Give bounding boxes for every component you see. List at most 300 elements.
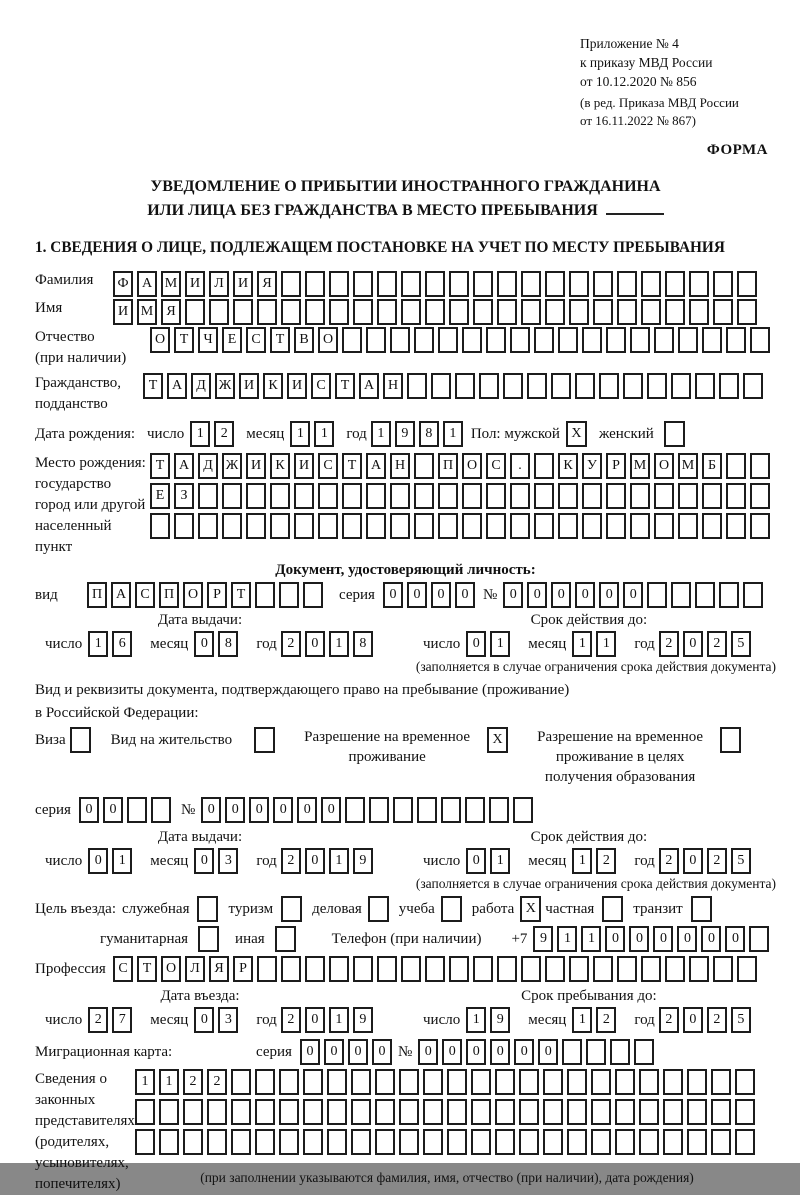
- char-cell[interactable]: 0: [194, 848, 214, 874]
- char-cell[interactable]: [510, 513, 530, 539]
- char-cell[interactable]: [678, 483, 698, 509]
- char-cell[interactable]: [318, 513, 338, 539]
- char-cell[interactable]: 0: [455, 582, 475, 608]
- char-cell[interactable]: 1: [572, 631, 592, 657]
- char-cell[interactable]: [231, 1069, 251, 1095]
- char-cell[interactable]: [735, 1129, 755, 1155]
- doc-number-field[interactable]: [503, 582, 767, 608]
- char-cell[interactable]: [567, 1069, 587, 1095]
- char-cell[interactable]: [449, 956, 469, 982]
- char-cell[interactable]: 1: [466, 1007, 486, 1033]
- char-cell[interactable]: [593, 299, 613, 325]
- char-cell[interactable]: 2: [707, 848, 727, 874]
- char-cell[interactable]: [329, 271, 349, 297]
- char-cell[interactable]: 1: [443, 421, 463, 447]
- char-cell[interactable]: [486, 327, 506, 353]
- char-cell[interactable]: 1: [581, 926, 601, 952]
- char-cell[interactable]: [519, 1099, 539, 1125]
- char-cell[interactable]: 0: [575, 582, 595, 608]
- char-cell[interactable]: [353, 299, 373, 325]
- char-cell[interactable]: И: [113, 299, 133, 325]
- char-cell[interactable]: И: [287, 373, 307, 399]
- char-cell[interactable]: [375, 1069, 395, 1095]
- entry-month[interactable]: [194, 1007, 242, 1033]
- char-cell[interactable]: И: [239, 373, 259, 399]
- char-cell[interactable]: [425, 299, 445, 325]
- purpose-official-checkbox[interactable]: [197, 896, 218, 922]
- char-cell[interactable]: 2: [659, 631, 679, 657]
- char-cell[interactable]: [641, 271, 661, 297]
- char-cell[interactable]: О: [318, 327, 338, 353]
- char-cell[interactable]: [606, 327, 626, 353]
- doc-issue-month[interactable]: [194, 631, 242, 657]
- char-cell[interactable]: Т: [143, 373, 163, 399]
- char-cell[interactable]: [495, 1099, 515, 1125]
- char-cell[interactable]: [327, 1099, 347, 1125]
- char-cell[interactable]: [663, 1069, 683, 1095]
- char-cell[interactable]: 0: [431, 582, 451, 608]
- doc-kind-field[interactable]: [87, 582, 327, 608]
- char-cell[interactable]: Т: [270, 327, 290, 353]
- char-cell[interactable]: [495, 1129, 515, 1155]
- char-cell[interactable]: [329, 299, 349, 325]
- char-cell[interactable]: [665, 956, 685, 982]
- char-cell[interactable]: 0: [629, 926, 649, 952]
- birth-year-field[interactable]: [371, 421, 467, 447]
- char-cell[interactable]: [294, 483, 314, 509]
- char-cell[interactable]: [207, 1099, 227, 1125]
- char-cell[interactable]: [606, 483, 626, 509]
- representatives-row1[interactable]: [135, 1069, 759, 1095]
- char-cell[interactable]: [639, 1099, 659, 1125]
- representatives-row3[interactable]: [135, 1129, 759, 1155]
- char-cell[interactable]: [449, 299, 469, 325]
- char-cell[interactable]: .: [510, 453, 530, 479]
- char-cell[interactable]: [414, 483, 434, 509]
- char-cell[interactable]: [399, 1099, 419, 1125]
- char-cell[interactable]: 0: [725, 926, 745, 952]
- char-cell[interactable]: 1: [329, 1007, 349, 1033]
- doc-expiry-year[interactable]: [659, 631, 755, 657]
- char-cell[interactable]: [257, 956, 277, 982]
- char-cell[interactable]: [447, 1069, 467, 1095]
- char-cell[interactable]: Н: [383, 373, 403, 399]
- char-cell[interactable]: 0: [273, 797, 293, 823]
- char-cell[interactable]: О: [150, 327, 170, 353]
- char-cell[interactable]: 1: [490, 848, 510, 874]
- char-cell[interactable]: [521, 271, 541, 297]
- char-cell[interactable]: 0: [194, 631, 214, 657]
- char-cell[interactable]: [750, 483, 770, 509]
- char-cell[interactable]: 0: [194, 1007, 214, 1033]
- char-cell[interactable]: [737, 299, 757, 325]
- char-cell[interactable]: [257, 299, 277, 325]
- char-cell[interactable]: [489, 797, 509, 823]
- char-cell[interactable]: 7: [112, 1007, 132, 1033]
- temp-residence-checkbox[interactable]: X: [487, 727, 508, 753]
- char-cell[interactable]: [615, 1129, 635, 1155]
- char-cell[interactable]: [719, 582, 739, 608]
- char-cell[interactable]: [462, 483, 482, 509]
- char-cell[interactable]: З: [174, 483, 194, 509]
- char-cell[interactable]: С: [311, 373, 331, 399]
- char-cell[interactable]: 0: [324, 1039, 344, 1065]
- char-cell[interactable]: Ж: [222, 453, 242, 479]
- char-cell[interactable]: [414, 513, 434, 539]
- stay-month[interactable]: [572, 1007, 620, 1033]
- char-cell[interactable]: [630, 513, 650, 539]
- char-cell[interactable]: [575, 373, 595, 399]
- char-cell[interactable]: [558, 513, 578, 539]
- char-cell[interactable]: [503, 373, 523, 399]
- char-cell[interactable]: В: [294, 327, 314, 353]
- char-cell[interactable]: [353, 271, 373, 297]
- char-cell[interactable]: [702, 327, 722, 353]
- char-cell[interactable]: [351, 1129, 371, 1155]
- char-cell[interactable]: 2: [214, 421, 234, 447]
- char-cell[interactable]: С: [486, 453, 506, 479]
- purpose-transit-checkbox[interactable]: [691, 896, 712, 922]
- char-cell[interactable]: У: [582, 453, 602, 479]
- char-cell[interactable]: [591, 1129, 611, 1155]
- char-cell[interactable]: [534, 453, 554, 479]
- char-cell[interactable]: [647, 582, 667, 608]
- char-cell[interactable]: Д: [198, 453, 218, 479]
- char-cell[interactable]: 0: [305, 631, 325, 657]
- char-cell[interactable]: 0: [538, 1039, 558, 1065]
- char-cell[interactable]: 2: [707, 631, 727, 657]
- char-cell[interactable]: [479, 373, 499, 399]
- doc-issue-year[interactable]: [281, 631, 377, 657]
- char-cell[interactable]: [630, 327, 650, 353]
- entry-day[interactable]: [88, 1007, 136, 1033]
- char-cell[interactable]: Л: [209, 271, 229, 297]
- char-cell[interactable]: [231, 1129, 251, 1155]
- char-cell[interactable]: [438, 327, 458, 353]
- char-cell[interactable]: О: [462, 453, 482, 479]
- char-cell[interactable]: [663, 1129, 683, 1155]
- char-cell[interactable]: Ж: [215, 373, 235, 399]
- birthplace-row1[interactable]: [150, 453, 774, 479]
- char-cell[interactable]: [303, 1129, 323, 1155]
- residence-number-field[interactable]: [201, 797, 537, 823]
- sex-female-checkbox[interactable]: [664, 421, 685, 447]
- char-cell[interactable]: 0: [300, 1039, 320, 1065]
- char-cell[interactable]: [623, 373, 643, 399]
- residence-issue-month[interactable]: [194, 848, 242, 874]
- doc-issue-day[interactable]: [88, 631, 136, 657]
- char-cell[interactable]: [519, 1129, 539, 1155]
- char-cell[interactable]: [414, 327, 434, 353]
- char-cell[interactable]: [630, 483, 650, 509]
- char-cell[interactable]: 8: [218, 631, 238, 657]
- char-cell[interactable]: 2: [281, 631, 301, 657]
- char-cell[interactable]: [737, 956, 757, 982]
- char-cell[interactable]: [390, 327, 410, 353]
- char-cell[interactable]: А: [167, 373, 187, 399]
- char-cell[interactable]: [447, 1129, 467, 1155]
- char-cell[interactable]: [399, 1129, 419, 1155]
- char-cell[interactable]: Ч: [198, 327, 218, 353]
- char-cell[interactable]: [713, 956, 733, 982]
- doc-expiry-month[interactable]: [572, 631, 620, 657]
- char-cell[interactable]: 0: [653, 926, 673, 952]
- char-cell[interactable]: [695, 373, 715, 399]
- char-cell[interactable]: [593, 956, 613, 982]
- char-cell[interactable]: [246, 483, 266, 509]
- char-cell[interactable]: [695, 582, 715, 608]
- char-cell[interactable]: [654, 513, 674, 539]
- char-cell[interactable]: [510, 327, 530, 353]
- char-cell[interactable]: [671, 373, 691, 399]
- char-cell[interactable]: [569, 299, 589, 325]
- char-cell[interactable]: [390, 513, 410, 539]
- char-cell[interactable]: [711, 1099, 731, 1125]
- char-cell[interactable]: [305, 271, 325, 297]
- char-cell[interactable]: 5: [731, 1007, 751, 1033]
- char-cell[interactable]: 0: [701, 926, 721, 952]
- char-cell[interactable]: Б: [702, 453, 722, 479]
- char-cell[interactable]: [689, 299, 709, 325]
- char-cell[interactable]: 1: [557, 926, 577, 952]
- char-cell[interactable]: [543, 1069, 563, 1095]
- char-cell[interactable]: [222, 483, 242, 509]
- char-cell[interactable]: [135, 1099, 155, 1125]
- char-cell[interactable]: [462, 513, 482, 539]
- char-cell[interactable]: [473, 271, 493, 297]
- char-cell[interactable]: 3: [218, 848, 238, 874]
- char-cell[interactable]: Т: [231, 582, 251, 608]
- char-cell[interactable]: [174, 513, 194, 539]
- char-cell[interactable]: [735, 1069, 755, 1095]
- char-cell[interactable]: 0: [305, 1007, 325, 1033]
- char-cell[interactable]: [569, 956, 589, 982]
- char-cell[interactable]: [351, 1069, 371, 1095]
- purpose-private-checkbox[interactable]: [602, 896, 623, 922]
- char-cell[interactable]: 0: [79, 797, 99, 823]
- char-cell[interactable]: [303, 1099, 323, 1125]
- char-cell[interactable]: С: [318, 453, 338, 479]
- char-cell[interactable]: [665, 271, 685, 297]
- char-cell[interactable]: [414, 453, 434, 479]
- char-cell[interactable]: [591, 1069, 611, 1095]
- char-cell[interactable]: [441, 797, 461, 823]
- char-cell[interactable]: [639, 1069, 659, 1095]
- char-cell[interactable]: 0: [683, 1007, 703, 1033]
- char-cell[interactable]: Е: [150, 483, 170, 509]
- char-cell[interactable]: [471, 1129, 491, 1155]
- char-cell[interactable]: 0: [201, 797, 221, 823]
- char-cell[interactable]: [366, 483, 386, 509]
- char-cell[interactable]: [615, 1099, 635, 1125]
- char-cell[interactable]: 5: [731, 848, 751, 874]
- char-cell[interactable]: 0: [677, 926, 697, 952]
- char-cell[interactable]: 0: [383, 582, 403, 608]
- char-cell[interactable]: [423, 1069, 443, 1095]
- purpose-tourism-checkbox[interactable]: [281, 896, 302, 922]
- migration-number-field[interactable]: [418, 1039, 658, 1065]
- char-cell[interactable]: А: [111, 582, 131, 608]
- char-cell[interactable]: [562, 1039, 582, 1065]
- char-cell[interactable]: [318, 483, 338, 509]
- char-cell[interactable]: [749, 926, 769, 952]
- char-cell[interactable]: [255, 1069, 275, 1095]
- char-cell[interactable]: А: [137, 271, 157, 297]
- char-cell[interactable]: Т: [174, 327, 194, 353]
- char-cell[interactable]: [135, 1129, 155, 1155]
- char-cell[interactable]: И: [185, 271, 205, 297]
- char-cell[interactable]: 9: [490, 1007, 510, 1033]
- char-cell[interactable]: 1: [112, 848, 132, 874]
- char-cell[interactable]: [447, 1099, 467, 1125]
- char-cell[interactable]: [654, 327, 674, 353]
- phone-field[interactable]: [533, 926, 773, 952]
- char-cell[interactable]: [641, 956, 661, 982]
- char-cell[interactable]: [150, 513, 170, 539]
- char-cell[interactable]: 2: [707, 1007, 727, 1033]
- char-cell[interactable]: С: [135, 582, 155, 608]
- purpose-business-checkbox[interactable]: [368, 896, 389, 922]
- char-cell[interactable]: [545, 956, 565, 982]
- char-cell[interactable]: [401, 956, 421, 982]
- char-cell[interactable]: [255, 1129, 275, 1155]
- char-cell[interactable]: [465, 797, 485, 823]
- char-cell[interactable]: К: [270, 453, 290, 479]
- char-cell[interactable]: Р: [606, 453, 626, 479]
- char-cell[interactable]: [185, 299, 205, 325]
- birth-month-field[interactable]: [290, 421, 338, 447]
- char-cell[interactable]: [294, 513, 314, 539]
- char-cell[interactable]: [678, 513, 698, 539]
- char-cell[interactable]: [735, 1099, 755, 1125]
- char-cell[interactable]: [375, 1129, 395, 1155]
- residence-permit-checkbox[interactable]: [254, 727, 275, 753]
- char-cell[interactable]: [527, 373, 547, 399]
- char-cell[interactable]: Т: [150, 453, 170, 479]
- char-cell[interactable]: [513, 797, 533, 823]
- char-cell[interactable]: [711, 1129, 731, 1155]
- char-cell[interactable]: [425, 271, 445, 297]
- char-cell[interactable]: [606, 513, 626, 539]
- char-cell[interactable]: 0: [466, 631, 486, 657]
- char-cell[interactable]: [377, 956, 397, 982]
- char-cell[interactable]: [521, 956, 541, 982]
- char-cell[interactable]: [366, 513, 386, 539]
- char-cell[interactable]: 0: [490, 1039, 510, 1065]
- char-cell[interactable]: М: [161, 271, 181, 297]
- char-cell[interactable]: [534, 483, 554, 509]
- char-cell[interactable]: [510, 483, 530, 509]
- char-cell[interactable]: 2: [659, 1007, 679, 1033]
- char-cell[interactable]: М: [137, 299, 157, 325]
- char-cell[interactable]: 1: [135, 1069, 155, 1095]
- char-cell[interactable]: П: [159, 582, 179, 608]
- surname-field[interactable]: [113, 271, 761, 297]
- entry-year[interactable]: [281, 1007, 377, 1033]
- char-cell[interactable]: 0: [683, 631, 703, 657]
- char-cell[interactable]: 9: [395, 421, 415, 447]
- char-cell[interactable]: [438, 483, 458, 509]
- char-cell[interactable]: [750, 453, 770, 479]
- char-cell[interactable]: [593, 271, 613, 297]
- char-cell[interactable]: [687, 1069, 707, 1095]
- name-field[interactable]: [113, 299, 761, 325]
- char-cell[interactable]: [327, 1129, 347, 1155]
- char-cell[interactable]: Е: [222, 327, 242, 353]
- char-cell[interactable]: [127, 797, 147, 823]
- char-cell[interactable]: 0: [305, 848, 325, 874]
- char-cell[interactable]: М: [678, 453, 698, 479]
- char-cell[interactable]: [233, 299, 253, 325]
- char-cell[interactable]: [639, 1129, 659, 1155]
- char-cell[interactable]: [431, 373, 451, 399]
- char-cell[interactable]: Я: [161, 299, 181, 325]
- char-cell[interactable]: 2: [659, 848, 679, 874]
- char-cell[interactable]: [486, 483, 506, 509]
- char-cell[interactable]: Т: [342, 453, 362, 479]
- char-cell[interactable]: О: [161, 956, 181, 982]
- char-cell[interactable]: 0: [683, 848, 703, 874]
- char-cell[interactable]: Я: [209, 956, 229, 982]
- char-cell[interactable]: [377, 271, 397, 297]
- char-cell[interactable]: [654, 483, 674, 509]
- char-cell[interactable]: К: [558, 453, 578, 479]
- char-cell[interactable]: [711, 1069, 731, 1095]
- char-cell[interactable]: И: [233, 271, 253, 297]
- char-cell[interactable]: [495, 1069, 515, 1095]
- char-cell[interactable]: 1: [490, 631, 510, 657]
- char-cell[interactable]: [551, 373, 571, 399]
- char-cell[interactable]: [342, 513, 362, 539]
- purpose-study-checkbox[interactable]: [441, 896, 462, 922]
- char-cell[interactable]: [687, 1099, 707, 1125]
- char-cell[interactable]: [617, 299, 637, 325]
- char-cell[interactable]: [473, 956, 493, 982]
- char-cell[interactable]: [246, 513, 266, 539]
- char-cell[interactable]: [671, 582, 691, 608]
- char-cell[interactable]: [327, 1069, 347, 1095]
- char-cell[interactable]: [610, 1039, 630, 1065]
- char-cell[interactable]: И: [294, 453, 314, 479]
- char-cell[interactable]: Т: [335, 373, 355, 399]
- sex-male-checkbox[interactable]: X: [566, 421, 587, 447]
- char-cell[interactable]: [678, 327, 698, 353]
- char-cell[interactable]: [534, 327, 554, 353]
- char-cell[interactable]: [634, 1039, 654, 1065]
- char-cell[interactable]: А: [366, 453, 386, 479]
- char-cell[interactable]: [599, 373, 619, 399]
- char-cell[interactable]: [329, 956, 349, 982]
- char-cell[interactable]: [455, 373, 475, 399]
- char-cell[interactable]: [305, 299, 325, 325]
- char-cell[interactable]: 1: [596, 631, 616, 657]
- char-cell[interactable]: 1: [329, 631, 349, 657]
- char-cell[interactable]: [471, 1069, 491, 1095]
- char-cell[interactable]: [279, 1129, 299, 1155]
- char-cell[interactable]: [534, 513, 554, 539]
- char-cell[interactable]: [345, 797, 365, 823]
- char-cell[interactable]: 0: [514, 1039, 534, 1065]
- char-cell[interactable]: [497, 271, 517, 297]
- char-cell[interactable]: [407, 373, 427, 399]
- char-cell[interactable]: [567, 1099, 587, 1125]
- char-cell[interactable]: [663, 1099, 683, 1125]
- char-cell[interactable]: 0: [249, 797, 269, 823]
- char-cell[interactable]: [305, 956, 325, 982]
- char-cell[interactable]: [543, 1099, 563, 1125]
- char-cell[interactable]: И: [246, 453, 266, 479]
- char-cell[interactable]: [183, 1099, 203, 1125]
